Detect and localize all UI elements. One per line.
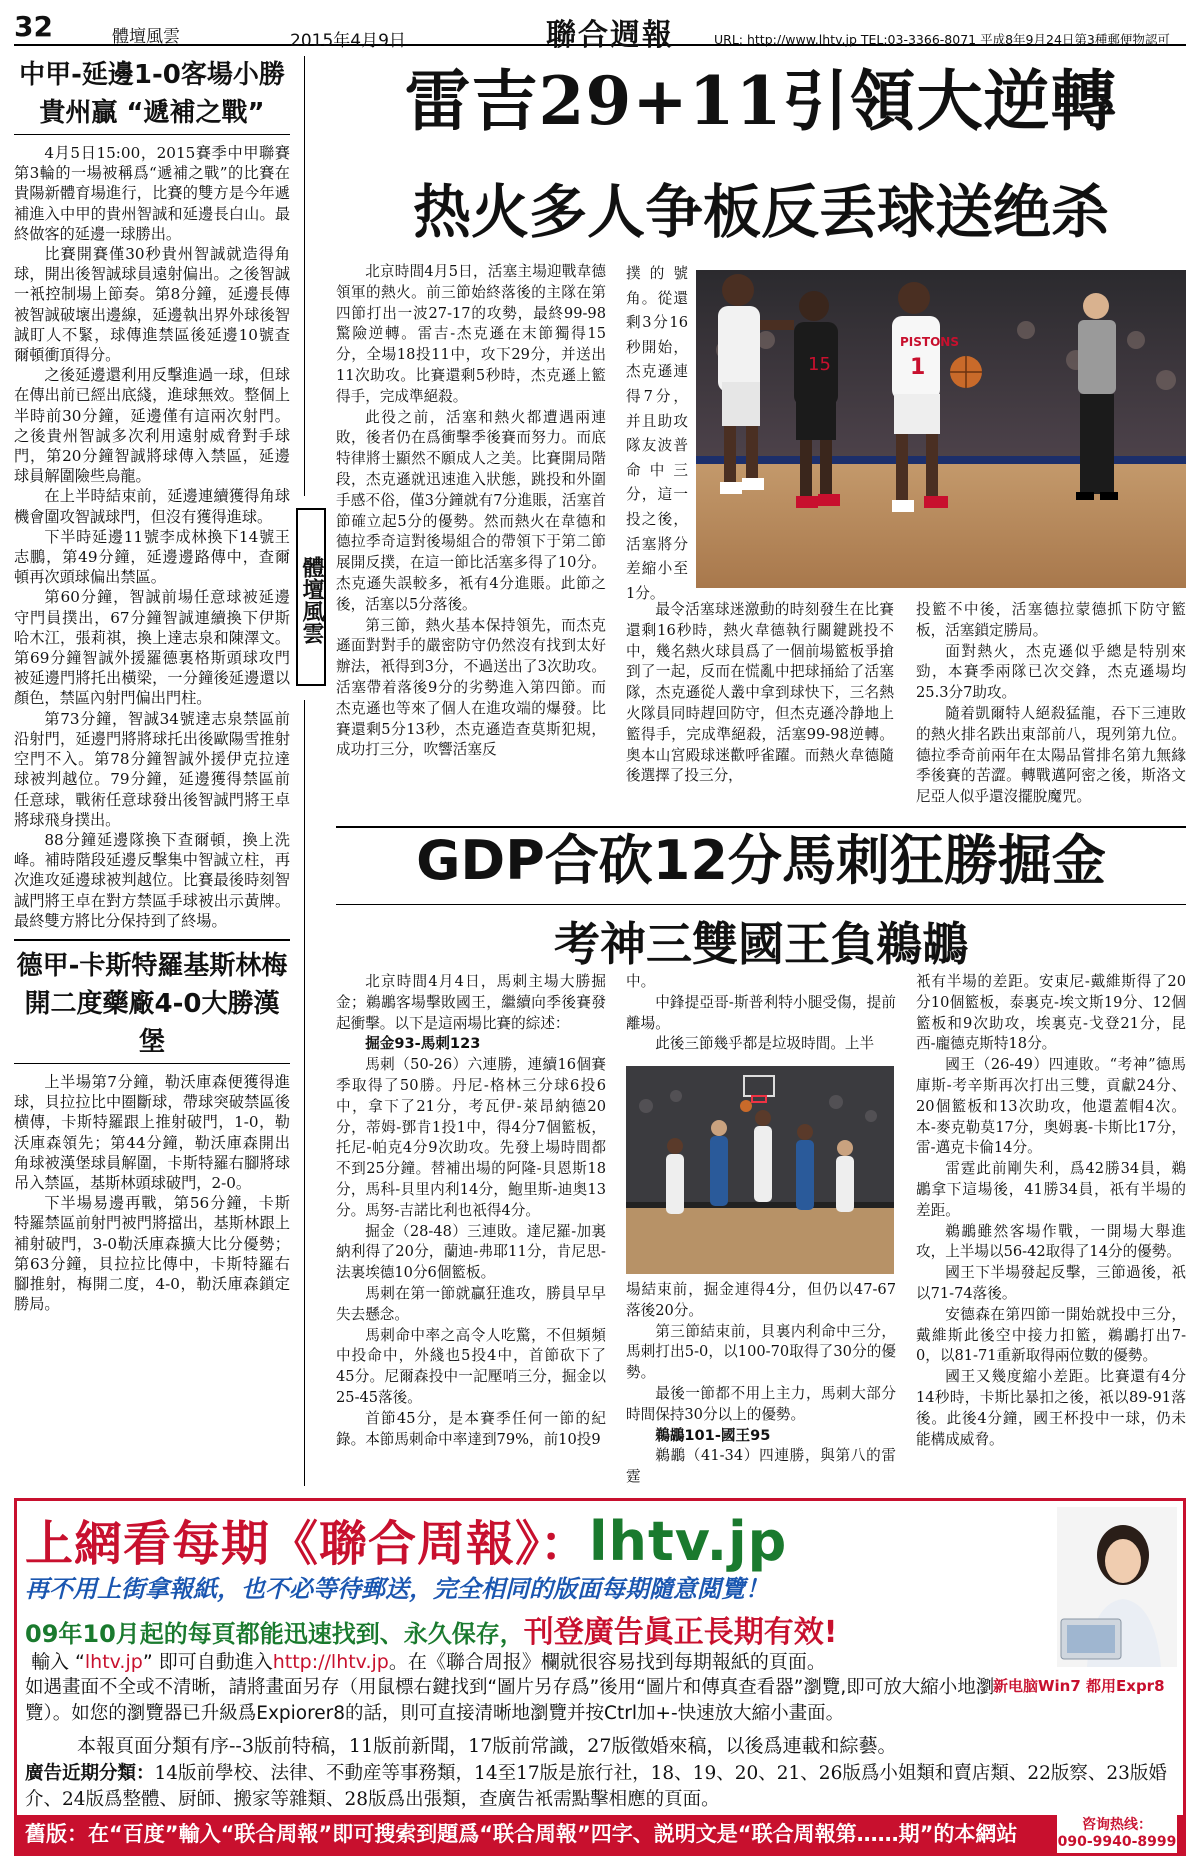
paragraph: 4月5日15:00，2015賽季中甲聯賽第3輪的一場被稱爲“遞補之戰”的比賽在貴陽新體育場進行，比賽的雙方是今年遞補進入中甲的貴州智誠和延邊長白山。最終做客的延邊一球勝出。 [14,144,290,243]
paragraph: 88分鐘延邊隊換下查爾頓，換上洗峰。補時階段延邊反擊集中智誠立柱，再次進攻延邊球被判越位。比賽最後時刻智誠門將王卓在對方禁區手球被出示黃牌。最終雙方將比分保持到了終場。 [14,830,290,930]
paragraph: 上半場第7分鐘，勒沃庫森便獲得進球，貝拉拉比中圈斷球，帶球突破禁區後横傳，卡斯特羅跟上推射破門，1-0，勒沃庫森領先；第44分鐘，勒沃庫森開出角球被漢堡球員解圍，卡斯特羅右腳將球吊入禁區，基斯林頭球破門，2-0。 [14,1072,290,1192]
ad-instr-2: ” 即可自動進入 [142,1651,273,1673]
headline-yanbian-1: 中甲-延邊1-0客場小勝 [19,60,285,90]
paragraph: 之後延邊還利用反擊進過一球，但球在傳出前已經出底綫，進球無效。整個上半時前30分鐘，延邊僅有這兩次射門。之後貴州智誠多次利用遠射威脅對手球門，第20分鐘智誠將球傳入禁區，延邊球員解圍險些烏龍。 [14,366,290,486]
ad-instr-3: 。在《聯合周报》欄就很容易找到每期報紙的頁面。 [388,1651,826,1673]
paragraph: 馬刺（50-26）六連勝，連續16個賽季取得了50勝。丹尼-格林三分球6投6中，拿下了21分，考瓦伊-萊昂納德20分，蒂姆-鄧肯1投1中，得4分7個籃板，托尼-帕克4分9次助攻。先發上場時間都不到25分鐘。替補出場的阿隆-貝恩斯18分，馬科-貝里内利14分，鮑里斯-迪奥13分。馬努-吉諾比利也祇得4分。 [336,1056,606,1219]
ad-title-url[interactable]: lhtv.jp [589,1510,788,1573]
paragraph: 比賽開賽僅30秒貴州智誠就造得角球，開出後智誠球員遠射偏出。之後智誠一衹控制場上節奏。第8分鐘，延邊長傳被智誠破壞出邊線，延邊執出界外球後智誠盯人不緊，球傳進禁區後延邊10號查爾頓衝頂得分。 [14,245,290,365]
paragraph: 掘金（28-48）三連敗。達尼羅-加裏納利得了20分，蘭迪-弗耶11分，肯尼思-法裏埃德10分6個籃板。 [336,1222,606,1282]
headline-reggie-jackson: 雷吉29+11引領大逆轉 [404,62,1118,140]
photo-pistons-heat-svg [696,270,1186,588]
paragraph: 國王下半場發起反擊，三節過後，祇以71-74落後。 [916,1264,1186,1302]
story2-column-3 [916,972,1186,1450]
paragraph: 下半場易邊再戰，第56分鐘，卡斯特羅禁區前射門被門將擋出，基斯林跟上補射破門，3-0勒沃庫森擴大比分優勢；第63分鐘，貝拉拉比傳中，卡斯特羅右腳推射，梅開二度，4-0，勒沃庫森鎖定勝局。 [14,1194,290,1314]
left-column [14,56,290,1486]
paragraph: 馬刺在第一節就贏狂進攻，勝員早早失去懸念。 [336,1284,606,1323]
ad-hotline [1057,1815,1177,1853]
paragraph: 第三節，熱火基本保持領先，而杰克遜面對對手的嚴密防守仍然沒有找到太好辦法，衹得到3分，不過送出了3次助攻。活塞帶着落後9分的劣勢進入第四節。而杰克遜也等來了個人在進攻端的爆發。比賽還剩5分13秒，杰克遜造查莫斯犯規，成功打三分，吹響活塞反 [336,616,606,759]
headline-yanbian-2: 貴州贏 “遞補之戰” [14,94,290,135]
ad-line-instructions [31,1647,826,1674]
ad-categories-label: 廣告近期分類： [25,1763,155,1784]
story1-column-2 [626,600,894,787]
story1-column-2-narrow: 撲的號角。從還剩3分16秒開始，杰克遜連得7分，并且助攻隊友波普命中三分，這一投之後，活塞將分差縮小至1分。 [626,265,688,602]
headline-spurs-nuggets: GDP合砍12分馬刺狂勝掘金 [416,829,1106,892]
ad-bottom-bar: 舊版：在“百度”輸入“联合周報”即可搜索到題爲“联合周報”四字、説明文是“联合周報第……期”的本網站 [17,1815,1183,1853]
paragraph: 馬刺命中率之高令人吃驚，不但頻頻中投命中，外綫也5投4中，首節砍下了45分。尼爾森投中一記壓哨三分，掘金以25-45落後。 [336,1326,606,1406]
paragraph: 安德森在第四節一開始就投中三分，戴維斯此後空中接力扣籃，鵜鶘打出7-0，以81-71重新取得兩位數的優勢。 [916,1305,1186,1365]
paragraph: 面對熱火，杰克遜似乎總是特别來勁，本賽季兩隊已次交鋒，杰克遜場均25.3分7助攻。 [916,642,1186,702]
section-vertical-tag: 體壇風雲 [296,508,326,686]
section-name: 體壇風雲 [112,27,180,47]
score-line-nuggets-spurs: 掘金93-馬刺123 [365,1035,481,1053]
basketball-photo-spurs [626,1066,894,1274]
hotline-label: 咨询热线： [1082,1817,1152,1833]
body-yanbian [14,143,290,931]
section-rule [336,904,1186,905]
story2-column-2-bottom [626,1280,896,1488]
headline-leverkusen-2: 開二度藥廠4-0大勝漢堡 [14,985,290,1064]
paragraph: 第三節結束前，貝裏内利命中三分，馬刺打出5-0，以100-70取得了30分的優勢。 [626,1322,896,1382]
ad-title-text: 上網看每期《聯合周報》： [25,1516,590,1572]
issue-date: 2015年4月9日 [290,31,406,51]
svg-text:15: 15 [808,354,831,375]
column-divider [304,700,305,1486]
story2-column-2-top [626,972,896,1055]
website-ad-box [14,1498,1186,1856]
paragraph: 衹有半場的差距。安東尼-戴維斯得了20分10個籃板，泰裏克-埃文斯19分、12個籃板和9次助攻，埃裏克-戈登21分，昆西-龐德克斯特18分。 [916,973,1186,1053]
paragraph: 場結束前，掘金連得4分，但仍以47-67落後20分。 [626,1281,896,1319]
paper-logo: 聯合週報 [546,18,674,53]
paragraph: 國王（26-49）四連敗。“考神”德馬庫斯-考辛斯再次打出三雙，貢獻24分、20個籃板和13次助攻，他還蓋帽4次。本-麥克勒莫17分，奥姆裏-卡斯比17分，雷-邁克卡倫14分。 [916,1056,1186,1157]
ad-line-page-order: 本報頁面分類有序--3版前特稿，11版前新聞，17版前常識，27版徵婚來稿，以後爲連載和綜藝。 [77,1735,897,1757]
story1-column-3 [916,600,1186,808]
ad-line-archive [25,1607,837,1651]
ad-line-categories [25,1761,1175,1813]
paragraph: 中鋒提亞哥-斯普利特小腿受傷，提前離場。 [626,993,896,1032]
ad-archive-text: 09年10月起的每頁都能迅速找到、永久保存， [25,1620,524,1648]
paragraph: 第73分鐘，智誠34號達志泉禁區前沿射門，延邊門將將球托出後歐陽雪推射空門不入。第78分鐘智誠外援伊克拉達球被判越位。79分鐘，延邊獲得禁區前任意球，戰術任意球發出後智誠門將王卓將球飛身撲出。 [14,709,290,829]
ad-model-photo [1057,1507,1177,1667]
paragraph: 最後一節都不用上主力，馬刺大部分時間保持30分以上的優勢。 [626,1384,896,1423]
story1-column-1 [336,262,606,761]
paragraph: 此役之前，活塞和熱火都遭遇兩連敗，後者仍在爲衝擊季後賽而努力。而底特律將士顯然不願成人之美。比賽開局階段，杰克遜就迅速進入狀態，跳投和外圍手感不俗，僅3分鐘就有7分進賬，活塞首節確立起5分的優勢。然而熱火在韋德和德拉季奇這對後場組合的帶領下于第二節展開反撲，在這一節比活塞多得了10分。杰克遜失誤較多，衹有4分進賬。此節之後，活塞以5分落後。 [336,408,606,613]
ad-url-link-1[interactable]: lhtv.jp [84,1651,143,1673]
story2-column-1 [336,972,606,1450]
svg-text:1: 1 [910,355,926,380]
svg-text:PISTONS: PISTONS [900,335,959,349]
photo-spurs-nuggets-svg [626,1066,894,1274]
column-divider [304,56,305,496]
article-yanbian [14,56,290,931]
paragraph: 下半時延邊11號李成林換下14號王志鵬，第49分鐘，延邊邊路傳中，查爾頓再次頭球偏出禁區。 [14,527,290,587]
article-leverkusen [14,939,290,1314]
ad-line-no-street: 再不用上街拿報紙，也不必等待郵送，完全相同的版面每期隨意閲覽！ [25,1575,769,1603]
paragraph: 中。 [626,973,656,990]
ad-browser-note: 新电脑Win7 都用Expr8 [993,1677,1165,1695]
paragraph: 第60分鐘，智誠前場任意球被延邊守門員撲出，67分鐘智誠連續換下伊斯哈木江，張莉祺，換上達志泉和陳澤文。第69分鐘智誠外援羅德裏格斯頭球攻門被延邊門將托出橫梁，一分鐘後延邊還以顏色，禁區內射門偏出門柱。 [14,588,290,708]
ad-title [25,1505,787,1574]
paragraph: 北京時間4月4日，馬刺主場大勝掘金；鵜鶘客場擊敗國王，繼續向季後賽發起衝擊。以下是這兩場比賽的綜述： [336,973,606,1032]
paragraph: 雷霆此前剛失利，爲42勝34員，鵜鶘拿下這場後，41勝34員，祇有半場的差距。 [916,1160,1186,1219]
paragraph: 投籃不中後，活塞德拉蒙德抓下防守籃板，活塞鎖定勝局。 [916,601,1186,639]
subheadline-heat: 热火多人争板反丢球送绝杀 [412,178,1109,246]
paragraph: 最令活塞球迷激動的時刻發生在比賽還剩16秒時，熱火韋德執行關鍵跳投不中，幾名熱火球員爲了一個前場籃板爭搶到了一起，反而在慌亂中把球捅給了活塞隊，杰克遜從人叢中拿到球快下，三名熱火隊員同時趕回防守，但杰克遜冷静地上籃得手，完成準絕殺，活塞99-98逆轉。奥本山宮殿球迷歡呼雀躍。而熱火韋德隨後選擇了投三分， [626,601,894,785]
paragraph: 鵜鶘（41-34）四連勝，與第八的雷霆 [626,1447,896,1486]
referee [1076,293,1118,500]
model-illustration [1057,1507,1177,1667]
basketball-photo-pistons [696,270,1186,588]
paragraph: 此後三節幾乎都是垃圾時間。上半 [655,1035,875,1053]
paragraph: 隨着凱爾特人絕殺猛龍，吞下三連敗的熱火排名跌出東部前八，現列第九位。德拉季奇前兩年在太陽品嘗排名第九無緣季後賽的苦澀。轉戰邁阿密之後，斯洛文尼亞人似乎還沒擺脫魔咒。 [916,704,1186,806]
ad-categories-text: 14版前學校、法律、不動産等事務類，14至17版是旅行社，18、19、20、21、26版爲小姐類和賣店類、22版察、23版婚介、24版爲整體、厨師、搬家等雜類、28版爲出張類，查廣告衹需點擊相應的頁面。 [25,1763,1167,1810]
page-number: 32 [14,10,53,43]
masthead [14,8,1186,53]
headline-leverkusen-1: 德甲-卡斯特羅基斯林梅 [14,939,290,985]
ad-archive-highlight: 刊登廣告眞正長期有效! [523,1615,838,1650]
ad-instr-1: 輸入 “ [31,1651,85,1673]
ad-url-link-2[interactable]: http://lhtv.jp [272,1651,389,1673]
paragraph: 首節45分，是本賽季任何一節的紀錄。本節馬刺命中率達到79%，前10投9 [336,1409,606,1448]
subheadline-cousins: 考神三雙國王負鵜鶘 [554,917,968,971]
paragraph: 鵜鶘雖然客場作戰，一開場大舉進攻，上半場以56-42取得了14分的優勢。 [916,1222,1186,1261]
hotline-number[interactable]: 090-9940-8999 [1057,1834,1177,1850]
paragraph: 在上半時結束前，延邊連續獲得角球機會圍攻智誠球門，但沒有獲得進球。 [14,487,290,526]
body-leverkusen [14,1072,290,1314]
score-line-pelicans-kings: 鵜鶘101-國王95 [655,1426,771,1444]
paragraph: 北京時間4月5日，活塞主場迎戰韋德領軍的熱火。前三節始終落後的主隊在第四節打出一波27-17的攻勢，最終99-98驚險逆轉。雷吉-杰克遜在末節獨得15分，全場18投11中，攻下29分，并送出11次助攻。比賽還剩5秒時，杰克遜上籃得手，完成準絕殺。 [336,263,606,405]
paragraph: 國王又幾度縮小差距。比賽還有4分14秒時，卡斯比暴扣之後，祇以89-91落後。此後4分鐘，國王杯投中一球，仍未能構成威脅。 [916,1368,1186,1448]
ad-line-viewing-tips: 如遇畫面不全或不清晰，請將畫面另存（用鼠標右鍵找到“圖片另存爲”後用“圖片和傳真查看器”瀏覽,即可放大縮小地瀏覽）。如您的瀏覽器已升級爲Expiorer8的話，則可直接清晰地瀏覽并按Ctrl加+-快速放大縮小畫面。 [25,1677,995,1724]
masthead-info: URL: http://www.lhtv.jp TEL:03-3366-8071 平成8年9月24日第3種郵便物認可 [714,32,1170,47]
